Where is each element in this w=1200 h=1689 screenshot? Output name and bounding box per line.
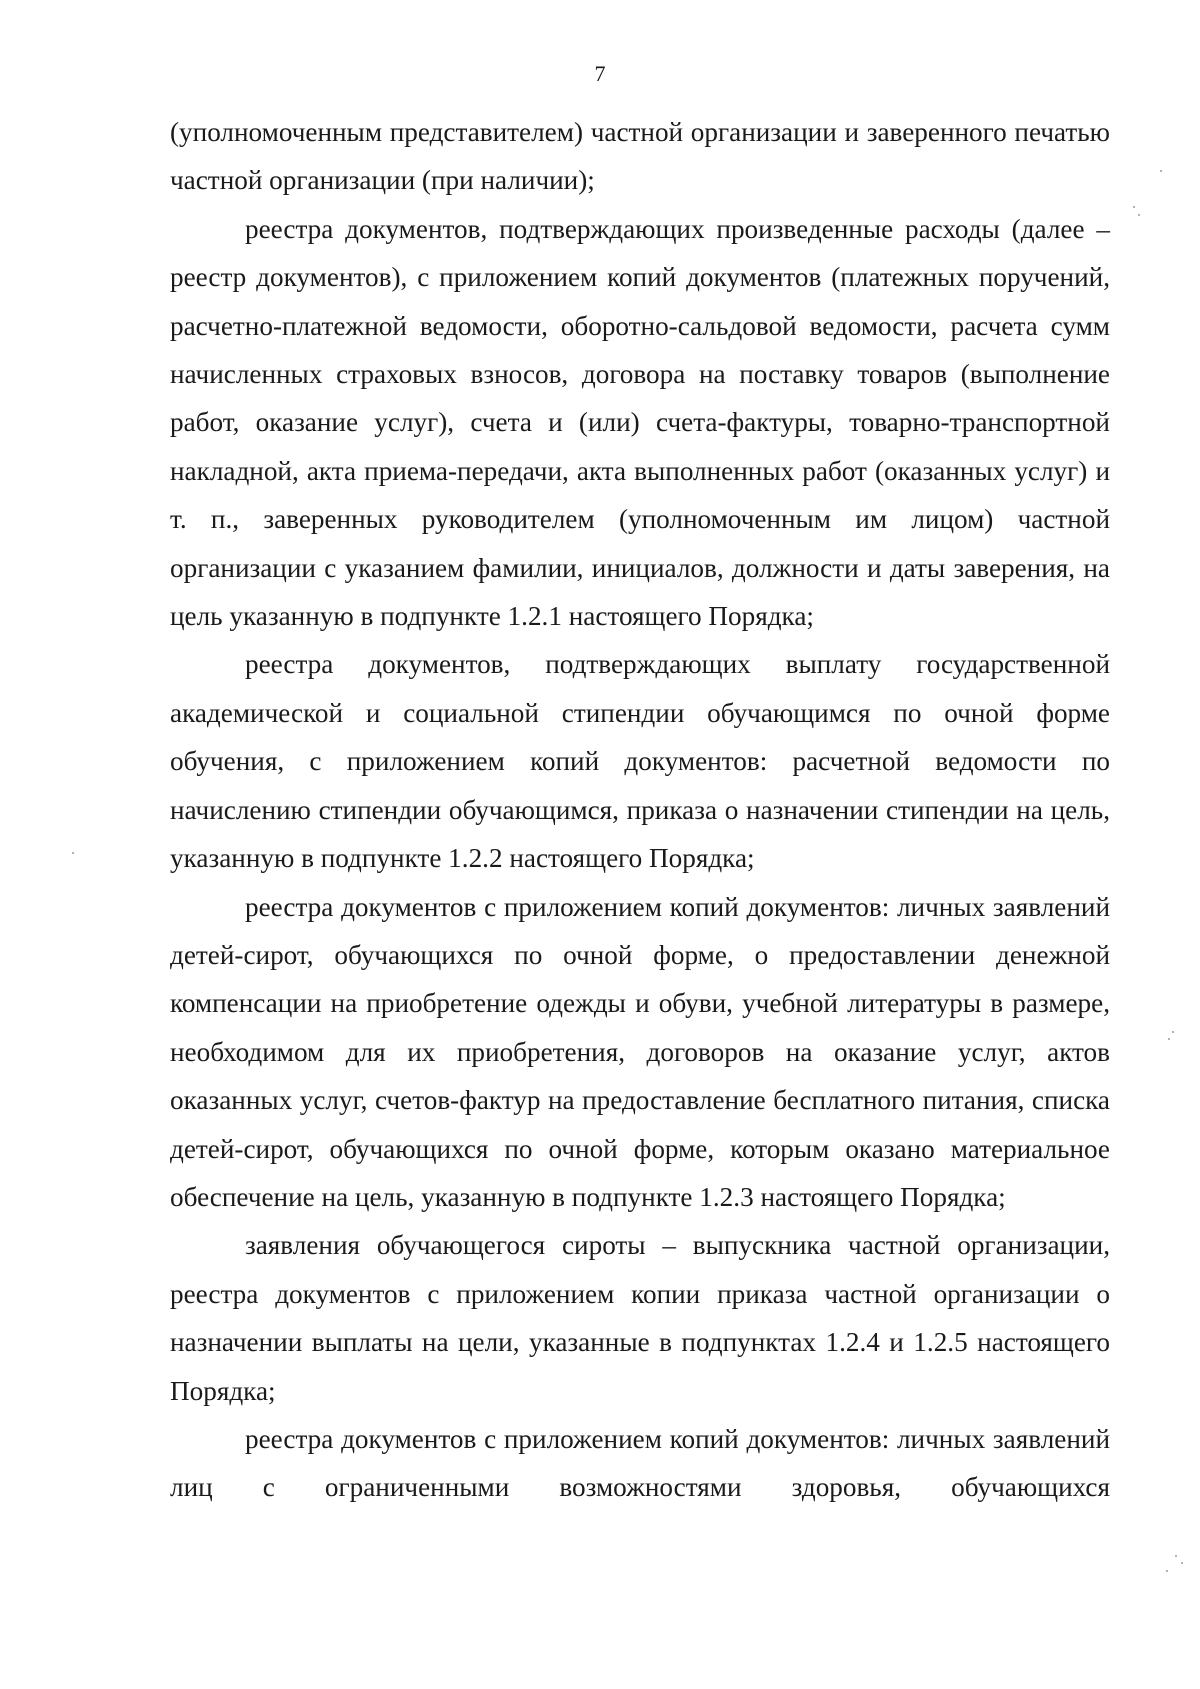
- paragraph-disabilities-registry: реестра документов с приложением копий документов: личных заявлений лиц с ограниченными возможностями здоровья, обучающихся: [170, 1423, 1110, 1503]
- document-body: [170, 108, 1110, 1512]
- scan-speck: [72, 852, 74, 854]
- scan-speck: [1175, 1555, 1177, 1557]
- scan-speck: [1160, 170, 1162, 172]
- scan-speck: [1133, 206, 1135, 208]
- scan-speck: [1172, 1031, 1174, 1033]
- scan-speck: [1181, 1562, 1183, 1564]
- paragraph-orphans-registry: реестра документов с приложением копий документов: личных заявлений детей-сирот, обучающихся по очной форме, о предоставлении денежной компенсации на приобретение одежды и обуви, учебной литературы в размере, необходимом для их приобретения, договоров на оказание услуг, актов оказанных услуг, счетов-фактур на предоставление бесплатного питания, списка детей-сирот, обучающихся по очной форме, которым оказано материальное обеспечение на цель, указанную в подпункте 1.2.3 настоящего Порядка;: [170, 891, 1110, 1212]
- paragraph-continuation: (уполномоченным представителем) частной организации и заверенного печатью частной организации (при наличии);: [170, 117, 1110, 196]
- paragraph-expense-registry: реестра документов, подтверждающих произведенные расходы (далее – реестр документов), с приложением копий документов (платежных поручений, расчетно-платежной ведомости, оборотно-сальдовой ведомости, расчета сумм начисленных страховых взносов, договора на поставку товаров (выполнение работ, оказание услуг), счета и (или) счета-фактуры, товарно-транспортной накладной, акта приема-передачи, акта выполненных работ (оказанных услуг) и т. п., заверенных руководителем (уполномоченным им лицом) частной организации с указанием фамилии, инициалов, должности и даты заверения, на цель указанную в подпункте 1.2.1 настоящего Порядка;: [170, 213, 1110, 632]
- scan-speck: [1138, 214, 1140, 216]
- paragraph-graduate-application: заявления обучающегося сироты – выпускника частной организации, реестра документов с приложением копии приказа частной организации о назначении выплаты на цели, указанные в подпунктах 1.2.4 и 1.2.5 настоящего Порядка;: [170, 1230, 1110, 1406]
- page-number: 7: [594, 61, 606, 86]
- scan-speck: [1166, 1570, 1168, 1572]
- scan-speck: [1168, 1038, 1170, 1040]
- paragraph-scholarship-registry: реестра документов, подтверждающих выплату государственной академической и социальной стипендии обучающимся по очной форме обучения, с приложением копий документов: расчетной ведомости по начислению стипендии обучающимся, приказа о назначении стипендии на цель, указанную в подпункте 1.2.2 настоящего Порядка;: [170, 649, 1110, 874]
